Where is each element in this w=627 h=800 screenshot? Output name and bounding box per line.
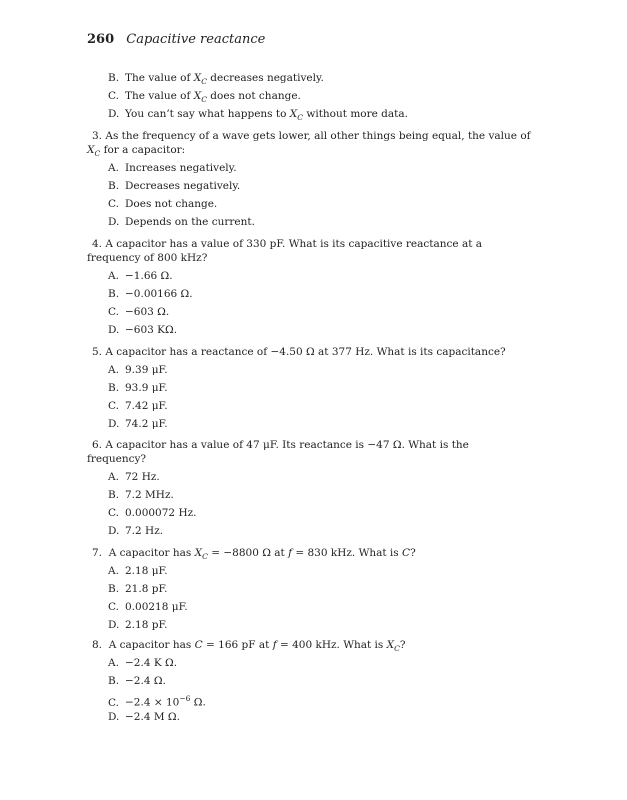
q7-option-c: C. 0.00218 μF. <box>108 601 188 613</box>
q8-option-a: A. −2.4 K Ω. <box>108 657 178 669</box>
q6-option-d: D. 7.2 Hz. <box>108 525 164 537</box>
q2-option-d: D. You can’t say what happens to $X_C$ without more data. <box>108 108 408 123</box>
q8-stem: 8. A capacitor has C = 166 pF at f = 400 kHz. What is $X_C$? <box>92 639 406 654</box>
q7-stem: 7. A capacitor has $X_C = -8800$ Ω at f = 830 kHz. What is C? <box>92 547 416 562</box>
q3-option-d: D. Depends on the current. <box>108 216 255 228</box>
q8-option-b: B. −2.4 Ω. <box>108 675 166 687</box>
q3-stem: 3. As the frequency of a wave gets lower, all other things being equal, the value of <box>92 130 531 142</box>
q6-option-a: A. 72 Hz. <box>108 471 160 483</box>
running-header <box>87 32 265 47</box>
q7-option-d: D. 2.18 pF. <box>108 619 168 631</box>
q2-option-c: C. The value of $X_C$ does not change. <box>108 90 301 105</box>
q3-option-c: C. Does not change. <box>108 198 218 210</box>
q4-option-c: C. −603 Ω. <box>108 306 170 318</box>
q3-stem-cont: $X_C$ for a capacitor: <box>87 144 186 159</box>
q8-option-d: D. −2.4 M Ω. <box>108 711 180 723</box>
q5-stem: 5. A capacitor has a reactance of −4.50 Ω at 377 Hz. What is its capacitance? <box>92 346 506 358</box>
q6-stem-cont: frequency? <box>87 453 147 465</box>
q5-option-b: B. 93.9 μF. <box>108 382 168 394</box>
q4-option-b: B. −0.00166 Ω. <box>108 288 193 300</box>
q7-option-a: A. 2.18 μF. <box>108 565 168 577</box>
q6-stem: 6. A capacitor has a value of 47 μF. Its reactance is −47 Ω. What is the <box>92 439 469 451</box>
q6-option-c: C. 0.000072 Hz. <box>108 507 197 519</box>
q5-option-d: D. 74.2 μF. <box>108 418 168 430</box>
q4-option-a: A. −1.66 Ω. <box>108 270 173 282</box>
page-number: 260 <box>87 32 115 47</box>
q3-option-b: B. Decreases negatively. <box>108 180 241 192</box>
q6-option-b: B. 7.2 MHz. <box>108 489 174 501</box>
q4-option-d: D. −603 KΩ. <box>108 324 178 336</box>
q2-option-b: B. The value of $X_C$ decreases negatively. <box>108 72 324 87</box>
chapter-title: Capacitive reactance <box>126 32 266 47</box>
q4-stem: 4. A capacitor has a value of 330 pF. What is its capacitive reactance at a <box>92 238 483 250</box>
q8-option-c: C. $-2.4 \times 10^{-6}$ Ω. <box>108 694 206 709</box>
q3-option-a: A. Increases negatively. <box>108 162 237 174</box>
q7-option-b: B. 21.8 pF. <box>108 583 168 595</box>
q5-option-c: C. 7.42 μF. <box>108 400 168 412</box>
q4-stem-cont: frequency of 800 kHz? <box>87 252 208 264</box>
q5-option-a: A. 9.39 μF. <box>108 364 168 376</box>
